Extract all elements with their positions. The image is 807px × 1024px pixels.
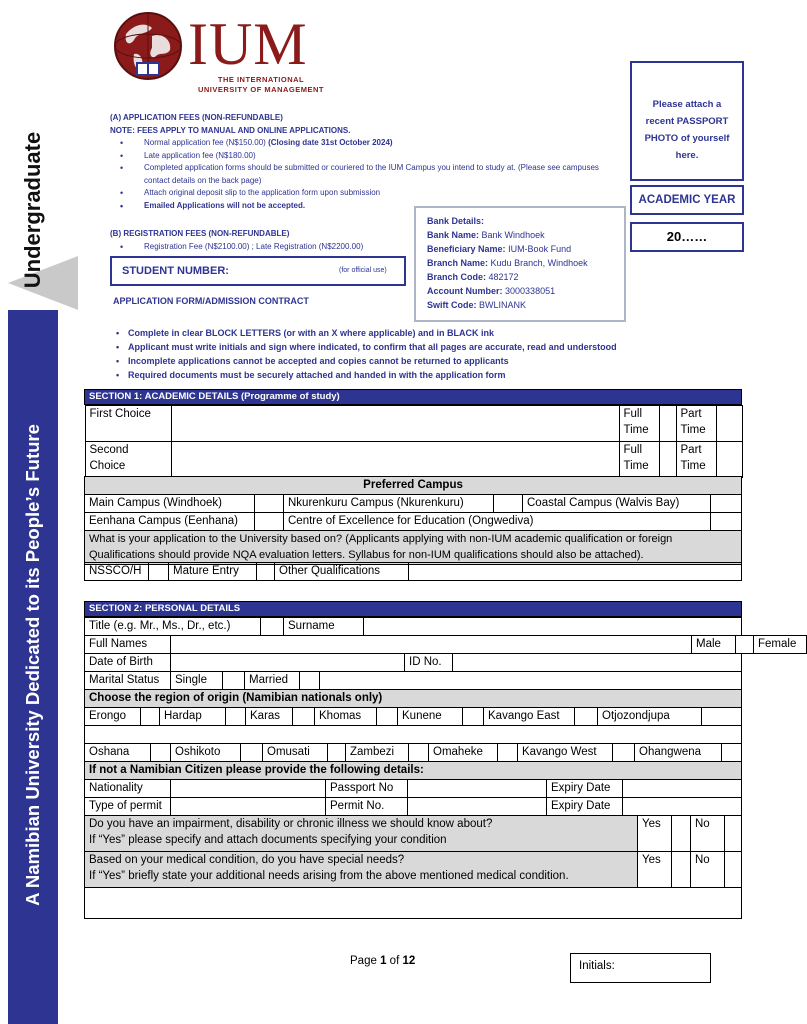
campus-nkurenkuru-checkbox[interactable] — [494, 495, 523, 513]
region-checkbox[interactable] — [613, 744, 635, 762]
campus-coe-label: Centre of Excellence for Education (Ongwediva) — [284, 513, 711, 531]
part-time-label: Part Time — [676, 442, 716, 478]
title-row — [84, 617, 742, 636]
permit-expiry-input[interactable] — [623, 798, 742, 816]
yes-label: Yes — [638, 852, 672, 888]
marital-spacer — [320, 672, 742, 690]
region-checkbox[interactable] — [151, 744, 171, 762]
passport-photo-box[interactable]: Please attach a recent PASSPORT PHOTO of yourself here. — [630, 61, 744, 181]
medical-table — [84, 815, 742, 919]
fee-item-text: Normal application fee (N$150.00) — [144, 138, 266, 147]
instruction-item: • Applicant must write initials and sign where indicated, to confirm that all pages are accurate, read and understood — [110, 340, 617, 354]
beneficiary-value: IUM-Book Fund — [508, 244, 572, 254]
instruction-item: • Complete in clear BLOCK LETTERS (or with an X where applicable) and in BLACK ink — [110, 326, 617, 340]
fee-item-text: Completed application forms should be submitted or couriered to the IUM Campus you intend to study at. (Please see campuses contact details on the back page) — [144, 163, 599, 185]
bank-details-box — [414, 206, 626, 322]
permit-no-input[interactable] — [408, 798, 547, 816]
title-input[interactable] — [261, 618, 284, 636]
region-ohangwena: Ohangwena — [635, 744, 722, 762]
region-otjozondjupa: Otjozondjupa — [598, 708, 702, 726]
region-checkbox[interactable] — [463, 708, 484, 726]
region-heading-row — [84, 689, 742, 708]
region-oshikoto: Oshikoto — [171, 744, 241, 762]
section2-table — [84, 601, 742, 617]
instructions-list — [110, 326, 617, 382]
additional-needs-input[interactable] — [85, 888, 742, 919]
permit-no-label: Permit No. — [326, 798, 408, 816]
swift-code-label: Swift Code: — [427, 300, 477, 310]
permit-expiry-label: Expiry Date — [547, 798, 623, 816]
academic-year-label: ACADEMIC YEAR — [630, 185, 744, 215]
names-row — [84, 635, 807, 654]
bank-name-label: Bank Name: — [427, 230, 480, 240]
region-checkbox[interactable] — [409, 744, 429, 762]
id-no-label: ID No. — [405, 654, 453, 672]
region-omusati: Omusati — [263, 744, 328, 762]
fees-note: NOTE: FEES APPLY TO MANUAL AND ONLINE APPLICATIONS. — [110, 125, 351, 135]
title-label: Title (e.g. Mr., Ms., Dr., etc.) — [85, 618, 261, 636]
female-label: Female — [754, 636, 807, 654]
instruction-item: • Incomplete applications cannot be accepted and copies cannot be returned to applicants — [110, 354, 617, 368]
male-checkbox[interactable] — [736, 636, 754, 654]
regions-row-2 — [84, 743, 742, 780]
permit-type-label: Type of permit — [85, 798, 171, 816]
brand-subtitle-2: UNIVERSITY OF MANAGEMENT — [197, 85, 325, 94]
region-checkbox[interactable] — [226, 708, 246, 726]
form-title: APPLICATION FORM/ADMISSION CONTRACT — [113, 296, 309, 306]
student-number-label: STUDENT NUMBER: — [122, 265, 229, 277]
part-time-label: Part Time — [676, 406, 716, 442]
region-checkbox[interactable] — [241, 744, 263, 762]
choice-row — [85, 405, 743, 478]
fee-item — [120, 162, 620, 187]
region-checkbox[interactable] — [702, 708, 742, 726]
married-checkbox[interactable] — [300, 672, 320, 690]
level-label: Undergraduate — [20, 131, 45, 289]
second-full-time-checkbox[interactable] — [659, 442, 676, 478]
nssco-checkbox[interactable] — [149, 563, 169, 581]
swift-code-value: BWLINANK — [479, 300, 527, 310]
page-current: 1 — [380, 955, 387, 967]
other-qualifications-input[interactable] — [409, 563, 742, 581]
passport-expiry-input[interactable] — [623, 780, 742, 798]
instruction-item: • Required documents must be securely attached and handed in with the application form — [110, 368, 617, 382]
region-checkbox[interactable] — [722, 744, 742, 762]
passport-no-label: Passport No — [326, 780, 408, 798]
impairment-question — [85, 816, 638, 852]
region-checkbox[interactable] — [575, 708, 598, 726]
region-omaheke: Omaheke — [429, 744, 498, 762]
full-names-label: Full Names — [85, 636, 171, 654]
second-part-time-checkbox[interactable] — [716, 442, 742, 478]
nationality-label: Nationality — [85, 780, 171, 798]
passport-no-input[interactable] — [408, 780, 547, 798]
campus-nkurenkuru-label: Nkurenkuru Campus (Nkurenkuru) — [284, 495, 494, 513]
fee-item — [120, 187, 620, 200]
needs-note: If “Yes” briefly state your additional needs arising from the above mentioned medical condition. — [89, 870, 569, 882]
needs-no-checkbox[interactable] — [725, 852, 742, 888]
campus-eenhana-label: Eenhana Campus (Eenhana) — [85, 513, 255, 531]
campus-table — [84, 476, 742, 565]
page-of: of — [389, 955, 400, 967]
brand-subtitle-1: THE INTERNATIONAL — [217, 75, 305, 84]
region-checkbox[interactable] — [498, 744, 518, 762]
registration-fees — [110, 228, 363, 253]
page-prefix: Page — [350, 955, 377, 967]
impairment-yes-checkbox[interactable] — [672, 816, 691, 852]
nssco-label: NSSCO/H — [85, 563, 149, 581]
fee-deadline: (Closing date 31st October 2024) — [268, 138, 393, 147]
first-part-time-checkbox[interactable] — [716, 406, 742, 442]
academic-year-field[interactable]: 20…… — [630, 222, 744, 252]
first-choice-label: First Choice — [85, 406, 171, 442]
campus-main-checkbox[interactable] — [255, 495, 284, 513]
mature-entry-label: Mature Entry — [169, 563, 257, 581]
marital-label: Marital Status — [85, 672, 171, 690]
fee-item-text: Late application fee (N$180.00) — [144, 150, 256, 160]
mature-entry-checkbox[interactable] — [257, 563, 275, 581]
registration-item — [120, 241, 363, 254]
region-erongo: Erongo — [85, 708, 141, 726]
beneficiary-label: Beneficiary Name: — [427, 244, 506, 254]
fee-item-text: Emailed Applications will not be accepted. — [144, 200, 306, 210]
region-kunene: Kunene — [398, 708, 463, 726]
second-choice-input[interactable] — [171, 442, 619, 478]
bank-name-value: Bank Windhoek — [481, 230, 545, 240]
section2-header: SECTION 2: PERSONAL DETAILS — [85, 602, 742, 617]
full-names-input[interactable] — [171, 636, 692, 654]
no-label: No — [691, 816, 725, 852]
single-label: Single — [171, 672, 223, 690]
sidebar-tagline: A Namibian University Dedicated to its People’s Future — [22, 424, 43, 906]
no-label: No — [691, 852, 725, 888]
preferred-campus-heading: Preferred Campus — [85, 477, 742, 495]
region-oshana: Oshana — [85, 744, 151, 762]
account-number-label: Account Number: — [427, 286, 503, 296]
foreign-heading: If not a Namibian Citizen please provide the following details: — [85, 762, 742, 780]
permit-type-input[interactable] — [171, 798, 326, 816]
marital-row — [84, 671, 742, 690]
account-number-value: 3000338051 — [505, 286, 556, 296]
section1-table — [84, 389, 742, 478]
dob-label: Date of Birth — [85, 654, 171, 672]
official-use-note: (for official use) — [339, 267, 387, 274]
regions-row-1 — [84, 707, 742, 744]
needs-question — [85, 852, 638, 888]
single-checkbox[interactable] — [223, 672, 245, 690]
branch-name-label: Branch Name: — [427, 258, 489, 268]
branch-code-value: 482172 — [488, 272, 519, 282]
region-zambezi: Zambezi — [346, 744, 409, 762]
application-basis-question: What is your application to the University based on? (Applicants applying with non-IUM academic qualification or foreign Qualifications should provide NQA evaluation letters. Syllabus for non-IUM qualifications should also be attached). — [85, 531, 742, 565]
region-checkbox[interactable] — [293, 708, 315, 726]
male-label: Male — [692, 636, 736, 654]
branch-code-label: Branch Code: — [427, 272, 487, 282]
section1-header: SECTION 1: ACADEMIC DETAILS (Programme of study) — [85, 390, 742, 405]
foreign-details — [84, 779, 742, 816]
branch-name-value: Kudu Branch, Windhoek — [490, 258, 588, 268]
needs-yes-checkbox[interactable] — [672, 852, 691, 888]
registration-heading: (B) REGISTRATION FEES (NON-REFUNDABLE) — [110, 229, 290, 238]
region-checkbox[interactable] — [377, 708, 398, 726]
page-number — [350, 955, 415, 967]
surname-label: Surname — [284, 618, 364, 636]
fee-item-text: Attach original deposit slip to the application form upon submission — [144, 188, 381, 197]
region-kavango-west: Kavango West — [518, 744, 613, 762]
dob-input[interactable] — [171, 654, 405, 672]
regions-spacer — [85, 726, 742, 744]
first-choice-input[interactable] — [171, 406, 619, 442]
nationality-input[interactable] — [171, 780, 326, 798]
campus-main-label: Main Campus (Windhoek) — [85, 495, 255, 513]
first-full-time-checkbox[interactable] — [659, 406, 676, 442]
needs-question-text: Based on your medical condition, do you have special needs? — [89, 854, 405, 866]
region-checkbox[interactable] — [328, 744, 346, 762]
full-time-label: Full Time — [619, 406, 659, 442]
registration-item-text: Registration Fee (N$2100.00) ; Late Registration (N$2200.00) — [144, 241, 364, 251]
impairment-no-checkbox[interactable] — [725, 816, 742, 852]
fees-heading: (A) APPLICATION FEES (NON-REFUNDABLE) — [110, 113, 283, 122]
yes-label: Yes — [638, 816, 672, 852]
second-choice-label: Second Choice — [85, 442, 171, 478]
campus-coastal-label: Coastal Campus (Walvis Bay) — [523, 495, 711, 513]
campus-eenhana-checkbox[interactable] — [255, 513, 284, 531]
dob-row — [84, 653, 742, 672]
bank-title: Bank Details: — [427, 216, 485, 226]
surname-input[interactable] — [364, 618, 742, 636]
other-qualifications-label: Other Qualifications — [275, 563, 409, 581]
married-label: Married — [245, 672, 300, 690]
full-time-label: Full Time — [619, 442, 659, 478]
id-no-input[interactable] — [453, 654, 742, 672]
application-fees — [110, 112, 620, 212]
impairment-note: If “Yes” please specify and attach documents specifying your condition — [89, 834, 447, 846]
region-khomas: Khomas — [315, 708, 377, 726]
qualification-table — [84, 562, 742, 581]
impairment-question-text: Do you have an impairment, disability or chronic illness we should know about? — [89, 818, 493, 830]
campus-coastal-checkbox[interactable] — [711, 495, 742, 513]
region-hardap: Hardap — [160, 708, 226, 726]
region-heading: Choose the region of origin (Namibian nationals only) — [85, 690, 742, 708]
passport-expiry-label: Expiry Date — [547, 780, 623, 798]
campus-coe-checkbox[interactable] — [711, 513, 742, 531]
region-checkbox[interactable] — [141, 708, 160, 726]
fee-item — [120, 150, 620, 163]
student-number-box[interactable] — [110, 256, 406, 286]
globe-logo-icon — [112, 10, 184, 84]
region-kavango-east: Kavango East — [484, 708, 575, 726]
fee-item — [120, 137, 620, 150]
page-total: 12 — [402, 955, 416, 967]
initials-box[interactable]: Initials: — [570, 953, 711, 983]
brand-name: IUM — [188, 11, 308, 77]
region-karas: Karas — [246, 708, 293, 726]
